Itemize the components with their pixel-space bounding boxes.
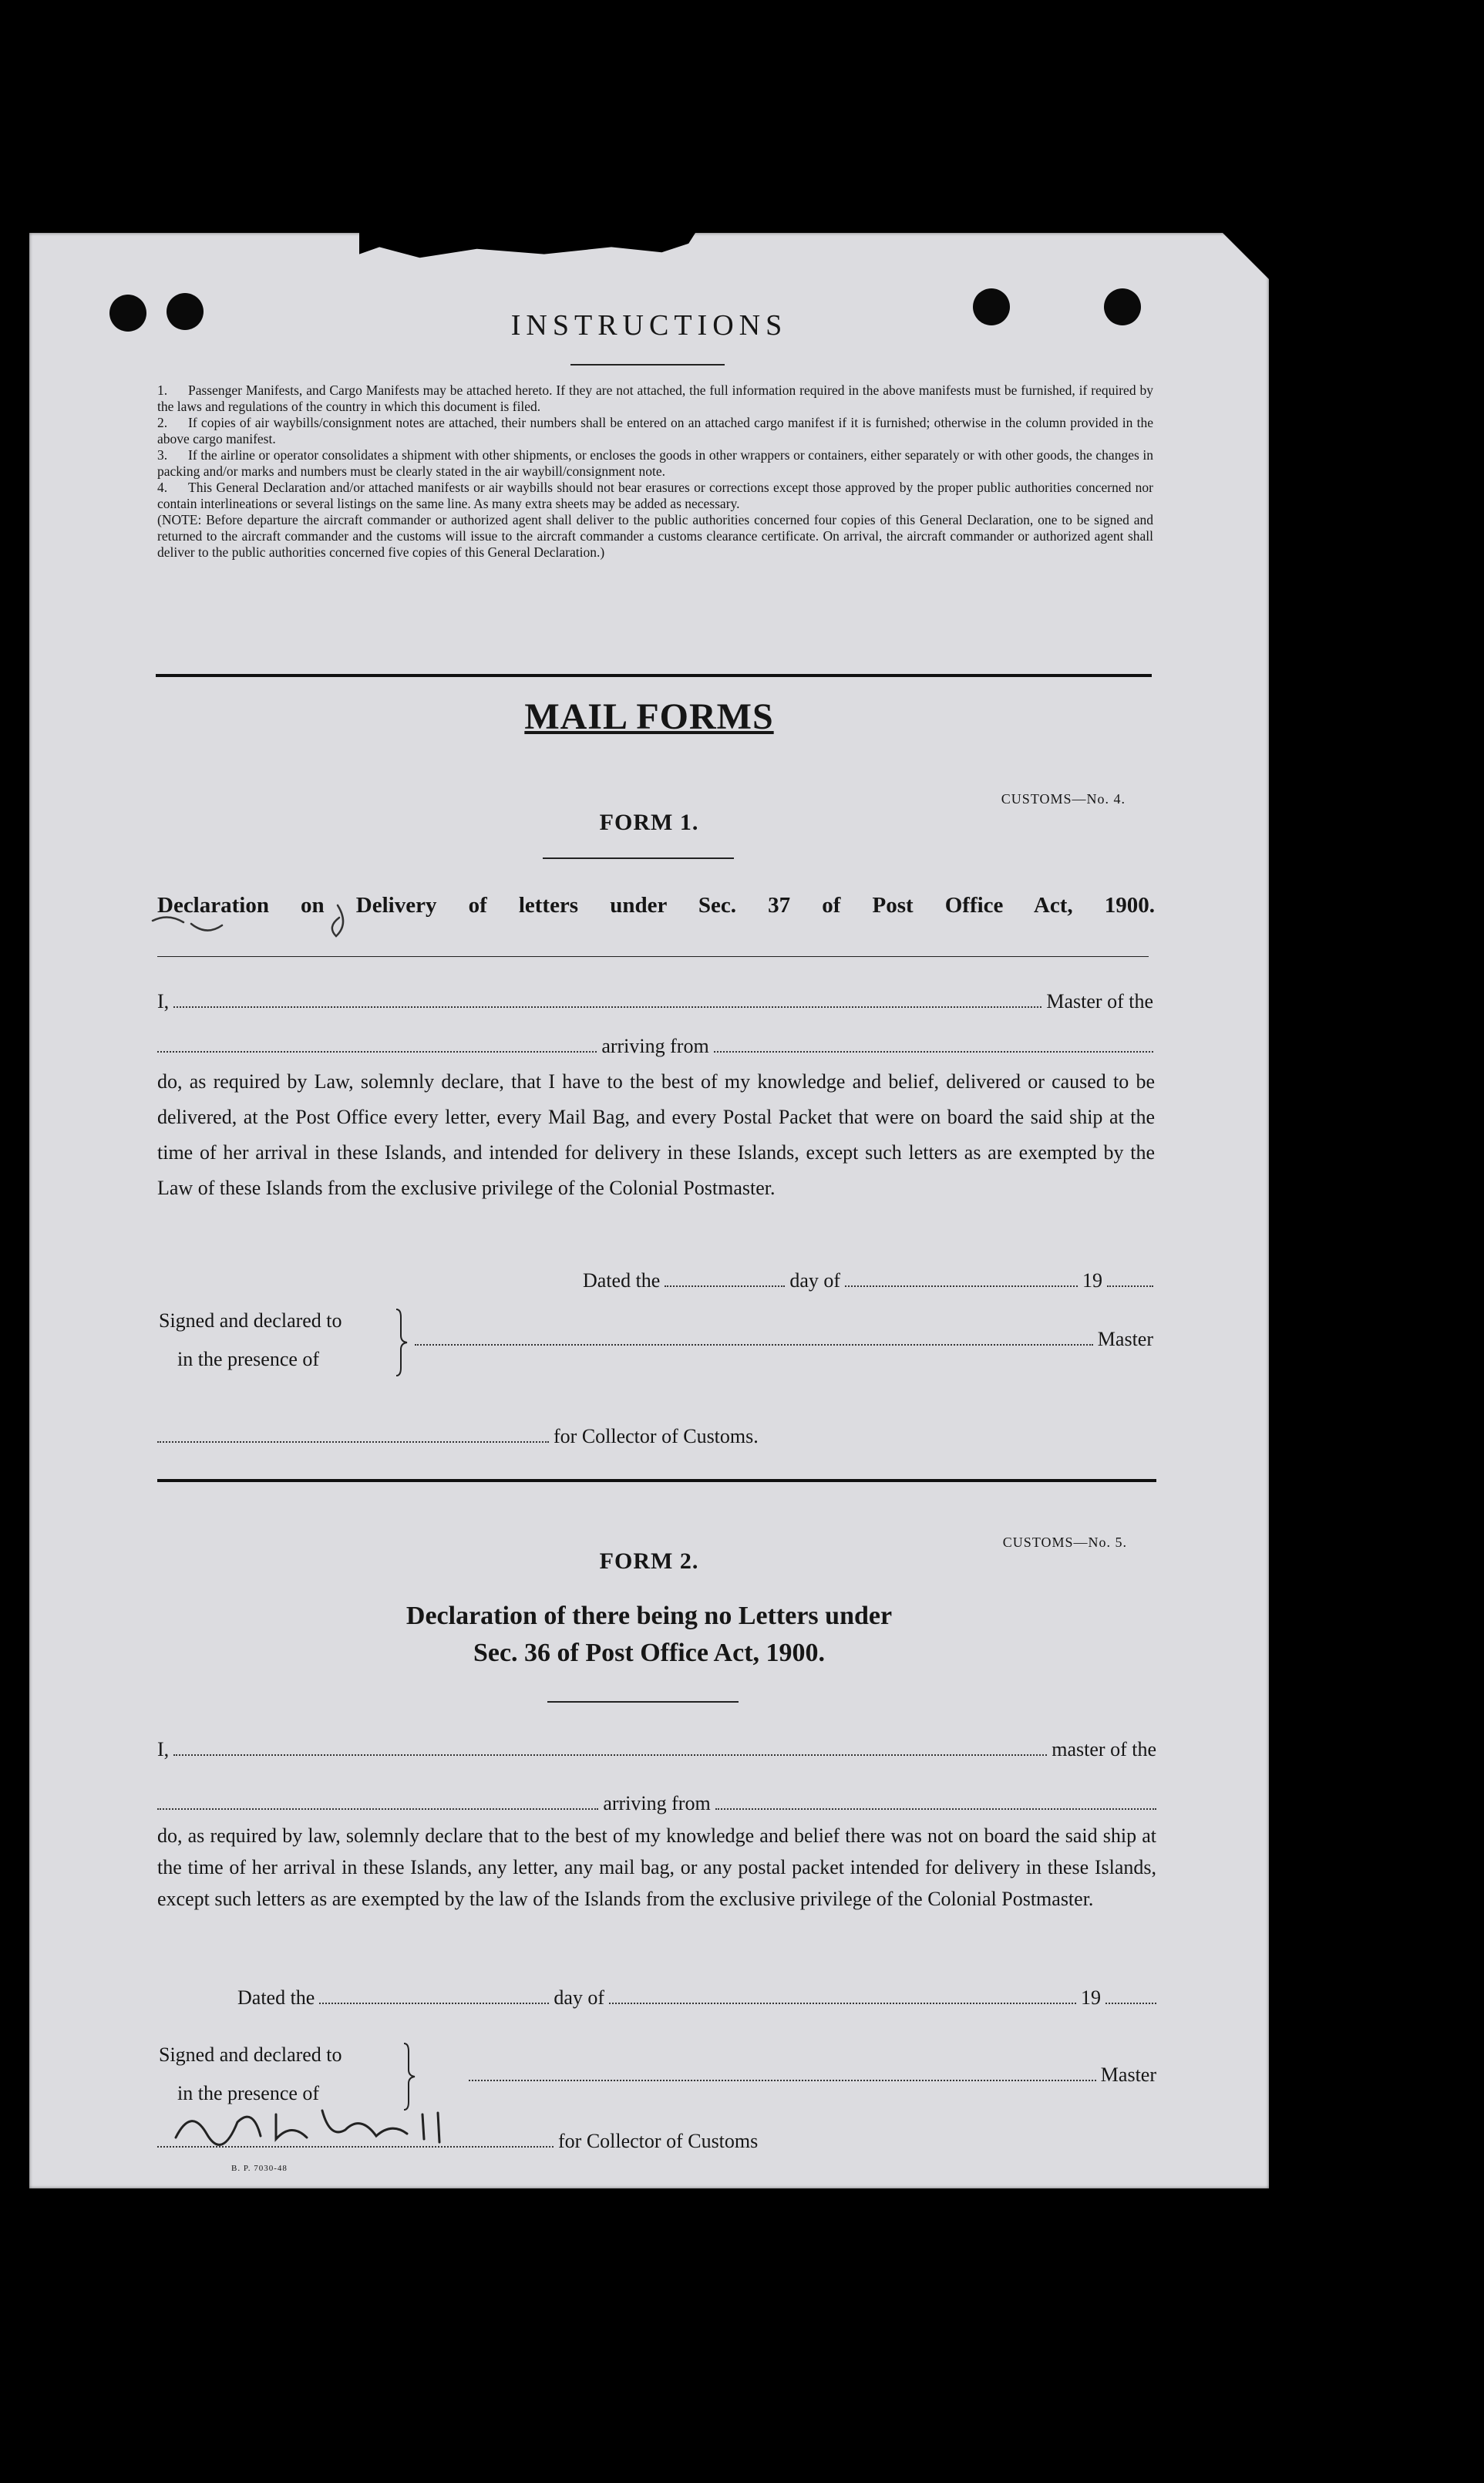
form2-master-signature-field[interactable]: [469, 2079, 1096, 2081]
form1-collector-line: [157, 1425, 759, 1448]
form1-master-of-the: Master of the: [1046, 990, 1153, 1012]
form1-name-field[interactable]: [173, 1006, 1041, 1008]
form1-month-field[interactable]: [845, 1285, 1078, 1287]
form2-master-of-the: master of the: [1052, 1738, 1156, 1760]
print-code: B. P. 7030-48: [231, 2164, 288, 2173]
form1-day-field[interactable]: [665, 1285, 785, 1287]
form2-body: do, as required by law, solemnly declare that to the best of my knowledge and belief there was not on board the said ship at the time of her arrival in these Islands, any letter, any mail bag, or any postal packet intended for delivery in these Islands, except such letters as are exempted by the law of the Islands from the exclusive privilege of the Colonial Postmaster.: [157, 1824, 1156, 1910]
mail-forms-title: MAIL FORMS: [524, 696, 774, 737]
instruction-item: 2. If copies of air waybills/consignment notes are attached, their numbers shall be entered on an attached cargo manifest if it is furnished; otherwise in the column provided in the above cargo manifest.: [157, 415, 1153, 446]
form1-arriving-from: arriving from: [601, 1035, 709, 1057]
form1-signed-line2: in the presence of: [177, 1348, 320, 1370]
form2-name-line: [157, 1738, 1156, 1761]
form2-month-field[interactable]: [609, 2002, 1076, 2004]
form1-master: Master: [1097, 1328, 1153, 1350]
form1-name-line: [157, 990, 1153, 1013]
form1-customs-number: CUSTOMS—No. 4.: [1001, 791, 1126, 807]
heading-rule: [570, 364, 725, 366]
form1-year-field[interactable]: [1107, 1285, 1153, 1287]
form1-signed-line1: Signed and declared to: [159, 1309, 342, 1332]
form2-ship-field[interactable]: [157, 1808, 598, 1810]
form2-arriving-from: arriving from: [603, 1792, 711, 1814]
form1-collector-field[interactable]: [157, 1440, 549, 1443]
form2-signed-line1: Signed and declared to: [159, 2043, 342, 2066]
form1-collector: for Collector of Customs.: [554, 1425, 759, 1447]
form2-declaration-line2: Sec. 36 of Post Office Act, 1900.: [473, 1639, 826, 1667]
instruction-item: 4. This General Declaration and/or attached manifests or air waybills should not bear erasures or corrections except those approved by the proper public authorities concerned nor contain interlineations or several listings on the same line. As many extra sheets may be added as necessary.: [157, 480, 1153, 511]
form1-title-rule: [543, 857, 734, 859]
form1-ship-field[interactable]: [157, 1050, 597, 1053]
form2-year-field[interactable]: [1105, 2002, 1156, 2004]
form2-customs-number: CUSTOMS—No. 5.: [1002, 1535, 1127, 1550]
form2-declaration-line1: Declaration of there being no Letters under: [405, 1602, 893, 1630]
form2-year: 19: [1081, 1986, 1101, 2009]
form2-day-field[interactable]: [319, 2002, 549, 2004]
form1-body: do, as required by Law, solemnly declare, that I have to the best of my knowledge and belief, delivered or caused to be delivered, at the Post Office every letter, every Mail Bag, and every Postal Packet that were on board the said ship at the time of her arrival in these Islands, and intended for delivery in these Islands, except such letters as are exempted by the Law of these Islands from the exclusive privilege of the Colonial Postmaster.: [157, 1070, 1155, 1199]
form2-i-label: I,: [157, 1738, 170, 1760]
torn-corner: [1223, 233, 1269, 279]
form1-dated-line: [583, 1269, 1153, 1292]
form1-master-line: [415, 1328, 1153, 1351]
form1-declaration-title: Declaration on Delivery of letters under Sec. 37 of Post Office Act, 1900.: [157, 893, 1155, 918]
handwritten-mark: [145, 890, 376, 944]
form2-declaration-title: [29, 1598, 1269, 1672]
instruction-item: 3. If the airline or operator consolidates a shipment with other shipments, or encloses the goods in other wrappers or containers, either separately or with other goods, the changes in packing and/or marks and numbers must be clearly stated in the air waybill/consignment note.: [157, 447, 1153, 479]
instructions-heading: INSTRUCTIONS: [510, 309, 788, 342]
form1-brace: [390, 1308, 413, 1377]
form2-collector: for Collector of Customs: [558, 2130, 759, 2152]
form2-title-rule: [547, 1701, 739, 1703]
form1-title: FORM 1.: [599, 810, 699, 835]
instruction-note: (NOTE: Before departure the aircraft commander or authorized agent shall deliver to the public authorities concerned four copies of this General Declaration, one to be signed and returned to the aircraft commander and the customs will issue to the aircraft commander a customs clearance certificate. On arrival, the aircraft commander or authorized agent shall deliver to the public authorities concerned five copies of this General Declaration.): [157, 512, 1153, 560]
form2-origin-field[interactable]: [715, 1808, 1156, 1810]
section-divider-2: [157, 1479, 1156, 1482]
form1-arriving-line: [157, 1035, 1153, 1058]
form2-signed-line2: in the presence of: [177, 2082, 320, 2104]
section-divider-1: [156, 674, 1152, 677]
form2-dated-the: Dated the: [237, 1986, 315, 2009]
form2-dated-line: [237, 1986, 1156, 2010]
form1-year: 19: [1082, 1269, 1102, 1292]
form1-master-signature-field[interactable]: [415, 1343, 1093, 1346]
form1-i-label: I,: [157, 990, 170, 1012]
form1-day-of: day of: [789, 1269, 841, 1292]
instruction-item: 1. Passenger Manifests, and Cargo Manifests may be attached hereto. If they are not attached, the full information required in the above manifests must be furnished, if required by the laws and regulations of the country in which this document is filed.: [157, 382, 1153, 414]
form2-day-of: day of: [554, 1986, 605, 2009]
form2-name-field[interactable]: [173, 1754, 1047, 1756]
form2-master-line: [469, 2064, 1156, 2087]
instructions-list: [157, 382, 1153, 561]
document-page: [29, 233, 1269, 2188]
form1-origin-field[interactable]: [714, 1050, 1153, 1053]
form2-arriving-line: [157, 1792, 1156, 1815]
form2-master: Master: [1100, 2064, 1156, 2086]
form1-dated-the: Dated the: [583, 1269, 661, 1292]
handwritten-signature: [160, 2091, 561, 2153]
form1-declaration-rule: [157, 956, 1149, 957]
torn-edge: [359, 233, 695, 268]
form2-title: FORM 2.: [599, 1548, 699, 1574]
